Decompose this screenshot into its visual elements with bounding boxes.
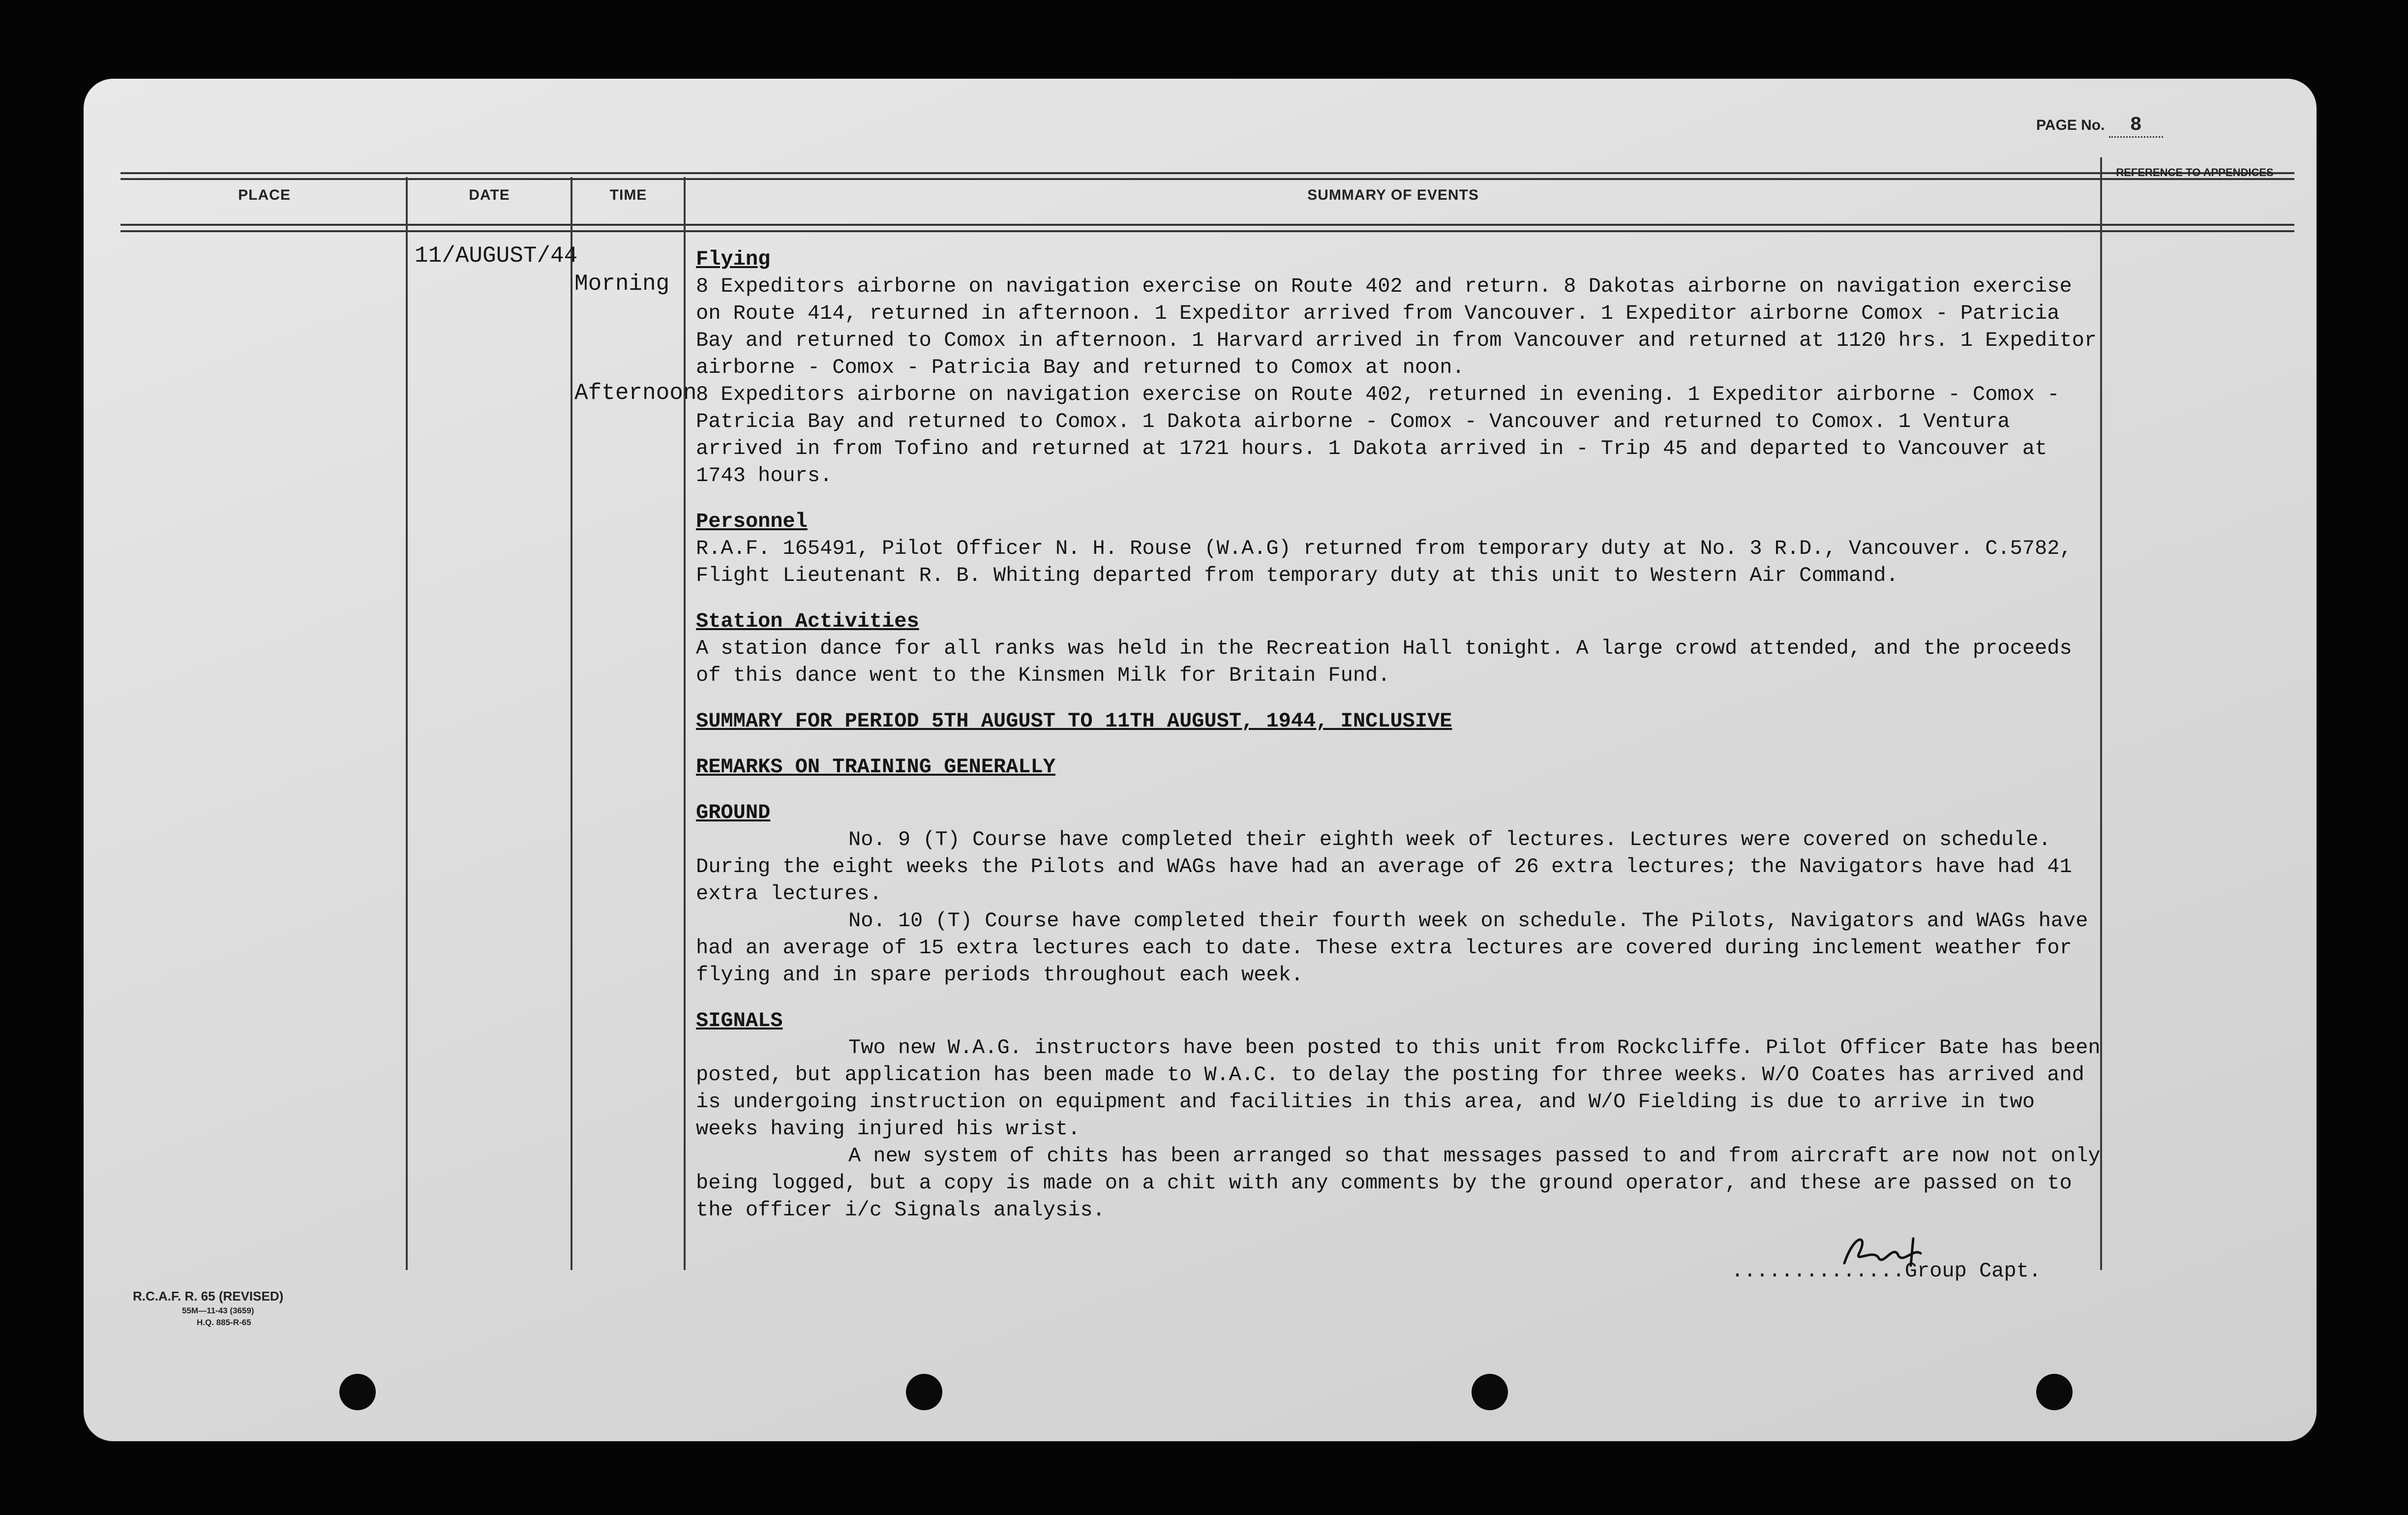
section-heading: Flying (696, 247, 771, 271)
section-period-summary (696, 708, 2107, 735)
place-date-divider (406, 177, 408, 1270)
section-heading: Station Activities (696, 609, 919, 633)
page-number (2036, 114, 2163, 138)
section-heading: GROUND (696, 801, 771, 824)
section-paragraph: A new system of chits has been arranged so that messages passed to and from aircraft are now not only being logged, but a copy is made on a chit with any comments by the ground operator, and these are passed on to the officer i/c Signals analysis. (696, 1144, 2101, 1222)
column-header-time: TIME (609, 187, 647, 203)
binder-hole (2036, 1374, 2073, 1410)
section-training-remarks (696, 754, 2107, 781)
section-heading: Personnel (696, 510, 808, 533)
column-header-summary: SUMMARY OF EVENTS (1307, 187, 1479, 203)
binder-hole (339, 1374, 376, 1410)
section-heading: REMARKS ON TRAINING GENERALLY (696, 755, 1055, 779)
section-paragraph: 8 Expeditors airborne on navigation exercise on Route 402, returned in evening. 1 Expeditor airborne - Comox - Patricia Bay and returned to Comox. 1 Dakota airborne - Comox - Vancouver and returned to Comox. 1 Ventura arrived in from Tofino and returned at 1721 hours. 1 Dakota arrived in - Trip 45 and departed to Vancouver at 1743 hours. (696, 383, 2060, 487)
signature-dots: .............. (1731, 1259, 1905, 1283)
section-paragraph: No. 9 (T) Course have completed their eighth week of lectures. Lectures were covered on schedule. During the eight weeks the Pilots and WAGs have had an average of 26 extra lectures; the Navigators have had 41 extra lectures. (696, 828, 2072, 906)
page-number-value: 8 (2109, 114, 2163, 138)
header-top-rule-2 (120, 178, 2294, 180)
section-station-activities (696, 608, 2107, 689)
entry-time-morning: Morning (574, 271, 670, 297)
section-heading: SUMMARY FOR PERIOD 5TH AUGUST TO 11TH AUGUST, 1944, INCLUSIVE (696, 709, 1452, 733)
section-heading: SIGNALS (696, 1009, 783, 1032)
form-hq-code: H.Q. 885-R-65 (197, 1318, 251, 1327)
section-ground (696, 799, 2107, 989)
time-summary-divider (684, 177, 686, 1270)
form-number: R.C.A.F. R. 65 (REVISED) (133, 1289, 284, 1303)
signature-block (1731, 1259, 2041, 1283)
section-paragraph: R.A.F. 165491, Pilot Officer N. H. Rouse (W.A.G) returned from temporary duty at No. 3 R.D., Vancouver. C.5782, Flight Lieutenant R. B. Whiting departed from temporary duty at this unit to Western Air Command. (696, 537, 2072, 587)
entry-time-afternoon: Afternoon (574, 380, 697, 406)
header-bottom-rule-2 (120, 230, 2294, 232)
column-header-date: DATE (469, 187, 510, 203)
page-number-label: PAGE No. (2036, 117, 2105, 133)
form-identifier (133, 1289, 283, 1328)
header-top-rule (120, 172, 2294, 174)
binder-hole (906, 1374, 942, 1410)
summary-of-events (696, 246, 2107, 1242)
handwritten-initials (1839, 1229, 1938, 1273)
header-bottom-rule (120, 224, 2294, 226)
section-flying (696, 246, 2107, 489)
section-paragraph: 8 Expeditors airborne on navigation exercise on Route 402 and return. 8 Dakotas airborne on navigation exercise on Route 414, returned in afternoon. 1 Expeditor arrived from Vancouver. 1 Expeditor airborne Comox - Patricia Bay and returned to Comox in afternoon. 1 Harvard arrived in from Vancouver and returned at 1120 hrs. 1 Expeditor airborne - Comox - Patricia Bay and returned to Comox at noon. (696, 274, 2097, 379)
form-print-code: 55M—11-43 (3659) (182, 1306, 254, 1315)
binder-hole (1472, 1374, 1508, 1410)
section-paragraph: No. 10 (T) Course have completed their fourth week on schedule. The Pilots, Navigators and WAGs have had an average of 15 extra lectures each to date. These extra lectures are covered during inclement weather for flying and in spare periods throughout each week. (696, 909, 2088, 987)
date-time-divider (571, 177, 572, 1270)
signature-title: Group Capt. (1904, 1259, 2042, 1283)
section-paragraph: A station dance for all ranks was held in the Recreation Hall tonight. A large crowd attended, and the proceeds of this dance went to the Kinsmen Milk for Britain Fund. (696, 636, 2072, 687)
column-header-place: PLACE (238, 187, 291, 203)
entry-date: 11/AUGUST/44 (415, 243, 578, 269)
section-personnel (696, 508, 2107, 589)
section-signals (696, 1007, 2107, 1224)
section-paragraph: Two new W.A.G. instructors have been posted to this unit from Rockcliffe. Pilot Officer Bate has been posted, but application has been made to W.A.C. to delay the posting for three weeks. W/O Coates has arrived and is undergoing instruction on equipment and facilities in this area, and W/O Fielding is due to arrive in two weeks having injured his wrist. (696, 1036, 2101, 1141)
column-header-reference: REFERENCE TO APPENDICES (2116, 166, 2274, 179)
